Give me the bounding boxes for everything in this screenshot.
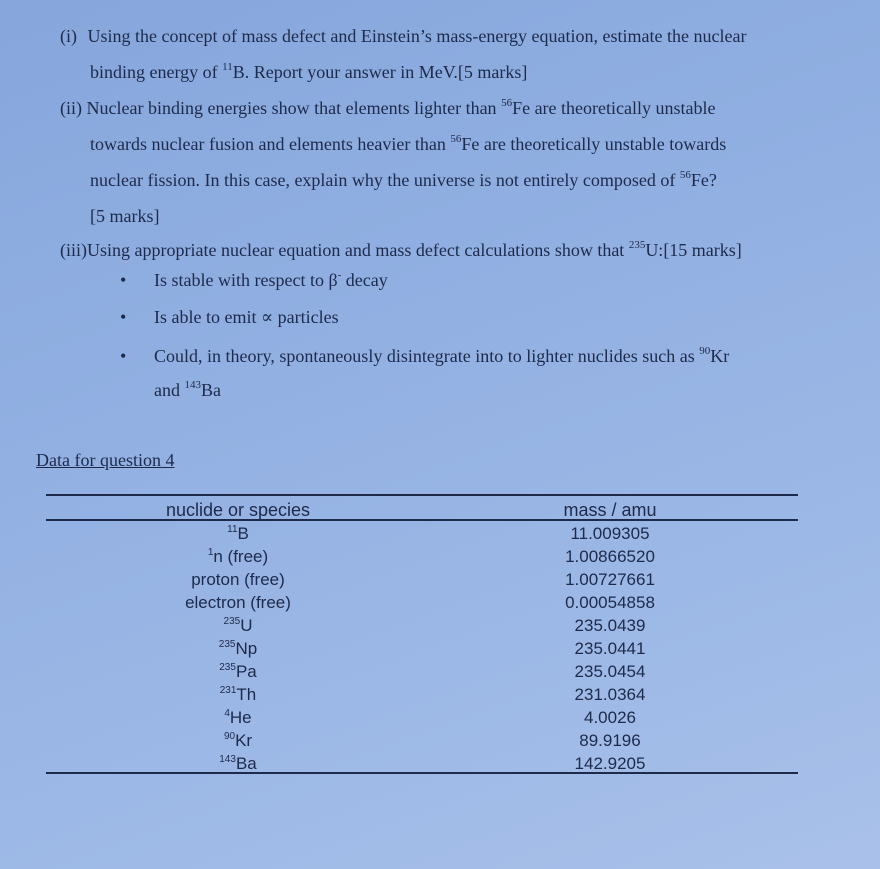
table-header-nuclide: nuclide or species bbox=[165, 500, 311, 520]
bullet-1-text-a: Is stable with respect to β bbox=[154, 270, 338, 290]
question-ii-text-3a: nuclear fission. In this case, explain why the universe is not entirely composed of bbox=[90, 170, 680, 190]
bullet-dot-icon: • bbox=[120, 307, 127, 327]
bullet-dot-icon: • bbox=[120, 270, 127, 290]
bullet-dot-icon: • bbox=[120, 346, 127, 366]
question-i-text-1: Using the concept of mass defect and Einstein’s mass-energy equation, estimate the nuclear bbox=[87, 26, 747, 46]
nuclide-name: n (free) bbox=[213, 547, 269, 566]
table-cell-nuclide bbox=[150, 522, 326, 545]
question-i-sup: 11 bbox=[222, 61, 233, 73]
table-cell-nuclide bbox=[150, 683, 326, 706]
table-row bbox=[0, 729, 880, 752]
nuclide-name: He bbox=[229, 708, 252, 727]
bullet-item-3-continued bbox=[154, 380, 221, 401]
bullet-item-2 bbox=[120, 307, 339, 328]
bullet-item-3 bbox=[120, 346, 729, 367]
question-ii-line-3 bbox=[90, 162, 830, 198]
question-ii-text-2a: towards nuclear fusion and elements heavier than bbox=[90, 134, 451, 154]
data-section-title: Data for question 4 bbox=[36, 450, 175, 470]
table-cell-mass: 1.00727661 bbox=[565, 570, 655, 589]
nuclide-name: electron (free) bbox=[185, 593, 291, 612]
table-top-rule bbox=[46, 494, 798, 496]
table-cell-mass: 11.009305 bbox=[570, 524, 650, 543]
question-iii-sup: 235 bbox=[628, 239, 646, 251]
question-iii-text-a: (iii)Using appropriate nuclear equation and mass defect calculations show that bbox=[60, 240, 629, 260]
table-cell-nuclide bbox=[150, 545, 326, 568]
nuclide-mass-number: 235 bbox=[223, 616, 241, 627]
bullet-1-text-b: decay bbox=[341, 270, 388, 290]
bullet-1-sup: - bbox=[337, 269, 342, 281]
table-row bbox=[0, 683, 880, 706]
nuclide-name: Ba bbox=[235, 754, 257, 773]
question-i-text-2b: B. Report your answer in MeV.[5 marks] bbox=[232, 62, 528, 82]
table-cell-nuclide bbox=[150, 729, 326, 752]
table-cell-mass: 89.9196 bbox=[579, 731, 641, 750]
nuclide-name: Np bbox=[235, 639, 258, 658]
bullet-2-text: Is able to emit ∝ particles bbox=[154, 307, 339, 327]
nuclide-mass-number: 235 bbox=[218, 639, 236, 650]
table-cell-mass: 231.0364 bbox=[574, 685, 646, 704]
table-row bbox=[0, 637, 880, 660]
table-cell-nuclide bbox=[150, 752, 326, 775]
nuclide-mass-number: 235 bbox=[219, 662, 236, 673]
table-cell-mass: 142.9205 bbox=[574, 754, 646, 773]
nuclide-mass-number: 143 bbox=[219, 754, 236, 765]
table-cell-mass: 235.0441 bbox=[574, 639, 646, 658]
question-i-line-2 bbox=[90, 54, 830, 90]
table-row bbox=[0, 545, 880, 568]
question-i-text-2a: binding energy of bbox=[90, 62, 223, 82]
table-cell-nuclide bbox=[150, 568, 326, 591]
bullet-3-line-2-text-b: Ba bbox=[201, 380, 221, 400]
question-ii-line-2 bbox=[90, 126, 830, 162]
question-ii-line-1 bbox=[60, 90, 830, 126]
nuclide-name: Kr bbox=[235, 731, 253, 750]
question-ii-text-3b: Fe? bbox=[690, 170, 717, 190]
table-header-mass: mass / amu bbox=[563, 500, 657, 520]
bullet-3-line-2-sup: 143 bbox=[184, 379, 201, 391]
question-ii-sup-2: 56 bbox=[450, 133, 462, 145]
question-ii-sup-1: 56 bbox=[501, 97, 513, 109]
table-cell-mass: 0.00054858 bbox=[565, 593, 655, 612]
nuclide-mass-number: 231 bbox=[219, 685, 237, 696]
table-row bbox=[0, 660, 880, 683]
table-row bbox=[0, 568, 880, 591]
table-row bbox=[0, 706, 880, 729]
question-iii-text-b: U:[15 marks] bbox=[645, 240, 742, 260]
table-cell-mass: 235.0454 bbox=[574, 662, 646, 681]
question-i-number: (i) bbox=[60, 26, 77, 46]
table-cell-nuclide bbox=[150, 637, 326, 660]
table-row bbox=[0, 614, 880, 637]
nuclide-name: B bbox=[237, 524, 249, 543]
table-cell-nuclide bbox=[150, 706, 326, 729]
nuclide-mass-number: 4 bbox=[224, 708, 230, 719]
question-ii-number: (ii) bbox=[60, 98, 82, 118]
nuclide-mass-number: 1 bbox=[207, 547, 214, 558]
nuclide-name: proton (free) bbox=[191, 570, 285, 589]
question-iii-line bbox=[60, 232, 830, 268]
nuclide-mass-number: 11 bbox=[227, 524, 238, 535]
nuclide-name: Th bbox=[236, 685, 257, 704]
question-ii-text-1a: Nuclear binding energies show that elements lighter than bbox=[86, 98, 502, 118]
nuclide-mass-number: 90 bbox=[223, 731, 236, 742]
nuclide-name: Pa bbox=[235, 662, 257, 681]
nuclide-name: U bbox=[240, 616, 253, 635]
question-ii-text-2b: Fe are theoretically unstable towards bbox=[461, 134, 727, 154]
table-cell-nuclide bbox=[150, 614, 326, 637]
bullet-3-line-2-text-a: and bbox=[154, 380, 185, 400]
table-row bbox=[0, 591, 880, 614]
bullet-item-1 bbox=[120, 270, 388, 291]
table-cell-nuclide bbox=[150, 660, 326, 683]
question-i-line-1 bbox=[60, 18, 830, 54]
bullet-3-sup: 90 bbox=[699, 345, 711, 357]
question-ii-text-1b: Fe are theoretically unstable bbox=[512, 98, 716, 118]
table-row bbox=[0, 752, 880, 775]
table-cell-mass: 4.0026 bbox=[584, 708, 636, 727]
question-ii-sup-3: 56 bbox=[679, 169, 691, 181]
bullet-3-text-a: Could, in theory, spontaneously disintegrate into to lighter nuclides such as bbox=[154, 346, 700, 366]
table-row bbox=[0, 522, 880, 545]
table-cell-nuclide bbox=[150, 591, 326, 614]
question-ii-line-4: [5 marks] bbox=[90, 206, 160, 226]
bullet-3-text-b: Kr bbox=[710, 346, 730, 366]
table-cell-mass: 235.0439 bbox=[574, 616, 646, 635]
table-cell-mass: 1.00866520 bbox=[565, 547, 655, 566]
